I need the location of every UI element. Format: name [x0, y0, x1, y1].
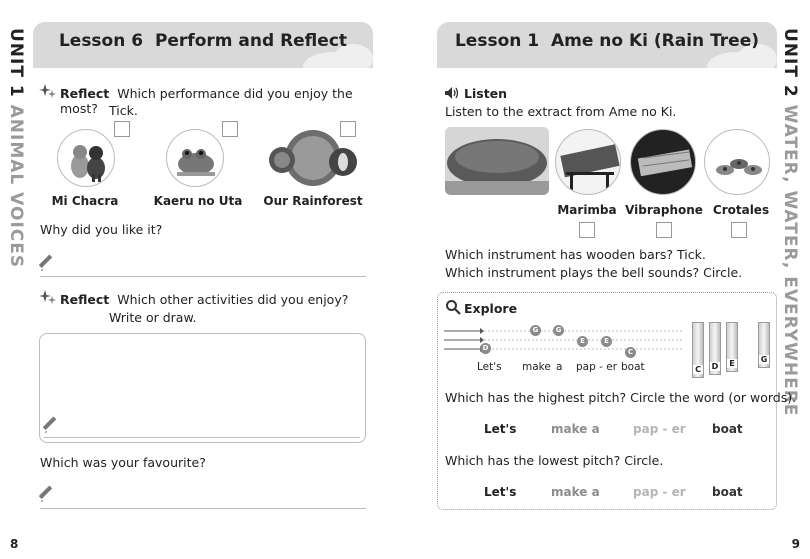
- circle-word[interactable]: make a: [551, 485, 600, 499]
- why-question: Why did you like it?: [40, 222, 163, 237]
- right-lesson-header: [437, 22, 777, 68]
- magnifier-icon: [445, 299, 461, 315]
- sparkle-icon: [39, 84, 57, 100]
- lyric: Let's: [477, 361, 502, 373]
- sparkle-icon: [39, 290, 57, 306]
- reflect-label: Reflect: [60, 292, 110, 307]
- lesson-title: Ame no Ki (Rain Tree): [550, 31, 760, 51]
- right-side-unit-label: UNIT 2 WATER, WATER, EVERYWHERE: [780, 28, 800, 417]
- rain-tree-photo: [445, 127, 549, 195]
- chime-bar: E: [726, 322, 738, 372]
- pencil-icon: [39, 254, 57, 272]
- lyric: a: [556, 361, 563, 373]
- instrument-label: Vibraphone: [625, 203, 703, 217]
- instrument-checkbox-1[interactable]: [579, 222, 595, 238]
- lowest-pitch-question: Which has the lowest pitch? Circle.: [445, 453, 664, 468]
- marimba-image: [555, 129, 621, 195]
- pencil-icon: [39, 485, 57, 503]
- reflect-label: Reflect: [60, 86, 110, 101]
- performance-label: Our Rainforest: [263, 194, 363, 208]
- lyric: boat: [621, 361, 645, 373]
- lesson-number: Lesson 1: [454, 31, 540, 51]
- circle-word[interactable]: pap - er: [633, 422, 686, 436]
- page-number: 9: [791, 537, 800, 551]
- chime-bar: G: [758, 322, 770, 368]
- mi-chacra-image: [57, 129, 115, 187]
- wooden-bars-question: Which instrument has wooden bars? Tick.: [445, 247, 706, 262]
- pencil-icon: [43, 416, 61, 434]
- reflect-question: Which performance did you enjoy the most?: [60, 86, 353, 116]
- writing-line[interactable]: [40, 276, 366, 277]
- instrument-label: Crotales: [712, 203, 770, 217]
- crotales-image: [704, 129, 770, 195]
- vibraphone-image: [630, 129, 696, 195]
- kaeru-no-uta-image: [166, 129, 224, 187]
- reflect-question: Which other activities did you enjoy?: [117, 292, 349, 307]
- tick-instruction: Tick.: [109, 103, 138, 118]
- lesson-title: Perform and Reflect: [154, 31, 348, 51]
- left-side-unit-label: UNIT 1 ANIMAL VOICES: [6, 28, 26, 269]
- pitch-note: C: [625, 347, 636, 358]
- chime-bar: C: [692, 322, 704, 378]
- instrument-checkbox-2[interactable]: [656, 222, 672, 238]
- write-instruction: Write or draw.: [109, 310, 197, 325]
- pitch-note: E: [601, 336, 612, 347]
- highest-pitch-question: Which has the highest pitch? Circle the word (or words).: [445, 390, 797, 405]
- listen-label: Listen: [464, 86, 508, 101]
- listen-instruction: Listen to the extract from Ame no Ki.: [445, 104, 677, 119]
- circle-word[interactable]: pap - er: [633, 485, 686, 499]
- drawing-box[interactable]: [39, 333, 366, 443]
- pitch-note: E: [577, 336, 588, 347]
- pitch-note: D: [480, 343, 491, 354]
- circle-word[interactable]: make a: [551, 422, 600, 436]
- performance-label: Mi Chacra: [51, 194, 119, 208]
- pitch-note: G: [530, 325, 541, 336]
- lyric: pap - er: [576, 361, 618, 373]
- performance-checkbox-2[interactable]: [222, 121, 238, 137]
- chime-bar: D: [709, 322, 721, 375]
- lyric: make: [522, 361, 551, 373]
- page-number: 8: [10, 537, 19, 551]
- speaker-icon: [444, 86, 460, 100]
- circle-word[interactable]: boat: [712, 422, 743, 436]
- circle-word[interactable]: Let's: [484, 485, 517, 499]
- performance-label: Kaeru no Uta: [153, 194, 243, 208]
- favourite-question: Which was your favourite?: [40, 455, 206, 470]
- bell-sounds-question: Which instrument plays the bell sounds? Circle.: [445, 265, 743, 280]
- left-lesson-header: [33, 22, 373, 68]
- instrument-label: Marimba: [557, 203, 617, 217]
- writing-line[interactable]: [44, 437, 360, 438]
- pitch-note: G: [553, 325, 564, 336]
- explore-label: Explore: [464, 301, 518, 316]
- instrument-checkbox-3[interactable]: [731, 222, 747, 238]
- circle-word[interactable]: boat: [712, 485, 743, 499]
- performance-checkbox-1[interactable]: [114, 121, 130, 137]
- our-rainforest-image: [268, 129, 358, 187]
- lesson-number: Lesson 6: [58, 31, 144, 51]
- writing-line[interactable]: [40, 508, 366, 509]
- circle-word[interactable]: Let's: [484, 422, 517, 436]
